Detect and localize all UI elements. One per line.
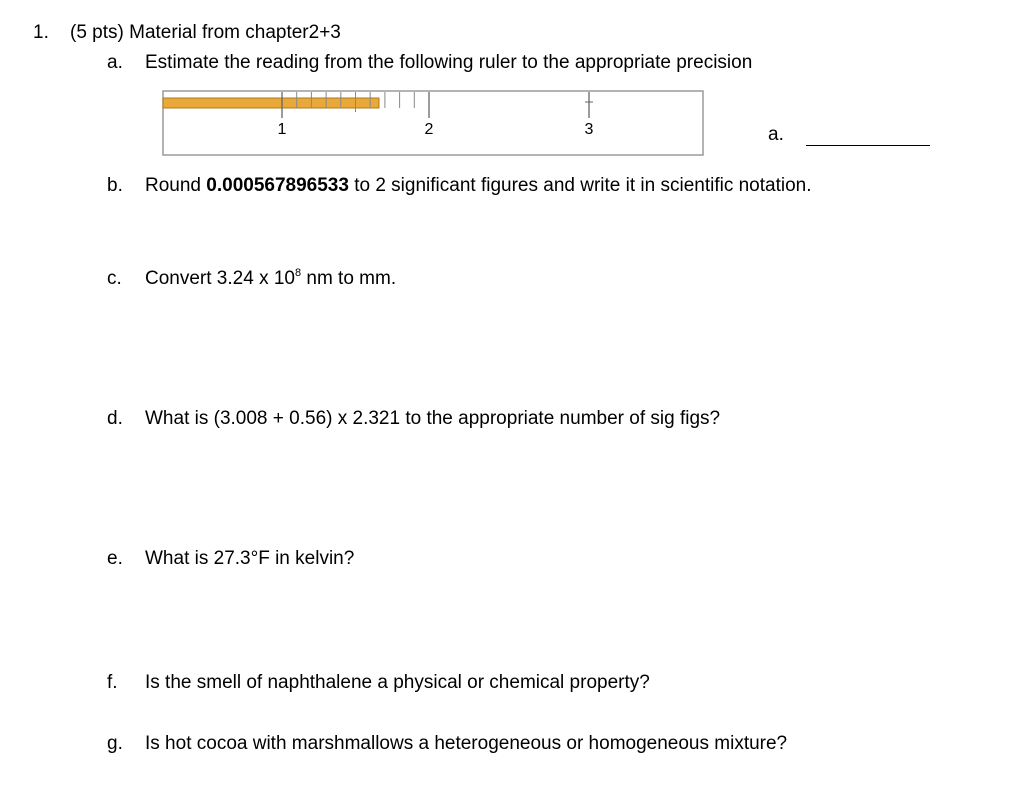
answer-label: a. xyxy=(768,124,784,145)
item-d-text: What is (3.008 + 0.56) x 2.321 to the appropriate number of sig figs? xyxy=(145,408,721,429)
item-b-number: 0.000567896533 xyxy=(206,175,349,196)
item-a-text: Estimate the reading from the following ruler to the appropriate precision xyxy=(145,52,753,73)
item-e-text: What is 27.3°F in kelvin? xyxy=(145,548,355,569)
ruler-tick-label-3: 3 xyxy=(584,121,594,138)
item-b-text xyxy=(145,175,812,197)
item-c-text xyxy=(145,268,396,290)
question-number: 1. xyxy=(33,22,49,43)
item-b-text-before: Round xyxy=(145,175,207,196)
ruler-reading-bar xyxy=(163,98,379,108)
item-c-text-before: Convert 3.24 x 10 xyxy=(145,268,295,289)
answer-blank-line[interactable] xyxy=(806,145,930,146)
item-d-letter: d. xyxy=(107,408,123,429)
item-e-letter: e. xyxy=(107,548,123,569)
item-c-exponent: 8 xyxy=(294,267,302,279)
item-b-letter: b. xyxy=(107,175,123,196)
item-g-letter: g. xyxy=(107,733,123,754)
ruler-figure xyxy=(162,90,706,158)
item-g-text: Is hot cocoa with marshmallows a heterogeneous or homogeneous mixture? xyxy=(145,733,788,754)
item-f-text: Is the smell of naphthalene a physical or chemical property? xyxy=(145,672,650,693)
ruler-tick-label-1: 1 xyxy=(277,121,287,138)
item-c-text-after: nm to mm. xyxy=(301,268,397,289)
question-header: (5 pts) Material from chapter2+3 xyxy=(70,22,341,43)
item-f-letter: f. xyxy=(107,672,118,693)
ruler-tick-label-2: 2 xyxy=(424,121,434,138)
item-a-letter: a. xyxy=(107,52,123,73)
item-b-text-after: to 2 significant figures and write it in scientific notation. xyxy=(348,175,812,196)
item-c-letter: c. xyxy=(107,268,122,289)
